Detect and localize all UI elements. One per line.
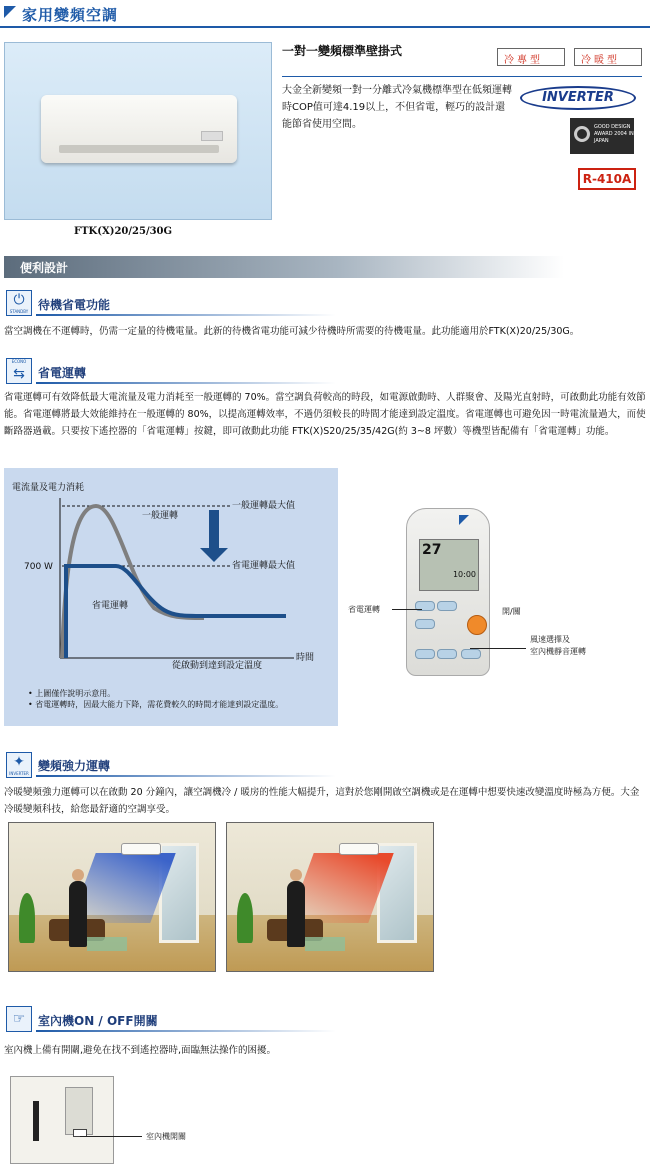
page-header (0, 0, 650, 28)
switch-icon: ☞ (6, 1006, 32, 1032)
section-header (4, 256, 564, 278)
remote-screen (419, 539, 479, 591)
remote-label-fan-2: 室內機靜音運轉 (530, 647, 586, 656)
chart-xlabel: 時間 (296, 653, 315, 663)
chart-x-annotation: 從啟動到達到設定溫度 (172, 661, 263, 671)
switch-leader (80, 1136, 142, 1137)
power-button[interactable] (467, 615, 487, 635)
inverter-logo: INVERTER (520, 86, 636, 110)
scene-ac-unit (121, 843, 161, 855)
feature-text-switch: 室內機上備有開關,避免在找不到遙控器時,面臨無法操作的困擾。 (4, 1045, 277, 1056)
feature-text-econo: 省電運轉可有效降低最大電流量及電力消耗至一般運轉的 70%。當空調負荷較高的時段，如電源啟動時、人群聚會、及陽光直射時，可啟動此功能有效節能。省電運轉將最大效能維持在一般運轉的 80%，以提高運轉效率，不過仍須較長的時間才能達到設定溫度。省電運轉也可避免因一時電流量過大，而使斷路器過載。只要按下遙控器的「省電運轉」按鍵，即可啟動此功能 FTK(X)S20/25/35/42G(約 3~8 坪數）等機型皆配備有「省電運轉」功能。 (4, 392, 646, 437)
daikin-logo-icon (459, 515, 469, 525)
feature-rule (36, 775, 336, 777)
chart-note-1: • 上圖僅作說明示意用。 (28, 689, 116, 698)
ac-panel (201, 131, 223, 141)
chart-series-econo (66, 566, 286, 658)
switch-label: 室內機開關 (146, 1132, 186, 1141)
product-image (4, 42, 272, 220)
good-design-logo (570, 118, 634, 154)
scene-plant (19, 893, 35, 943)
scene-ac-unit (339, 843, 379, 855)
remote-label-econo: 省電運轉 (348, 605, 380, 614)
feature-title-econo: 省電運轉 (38, 366, 87, 380)
feature-title-standby: 待機省電功能 (38, 298, 111, 312)
good-design-text: GOOD DESIGN AWARD 2004 IN JAPAN (594, 124, 634, 144)
chart-arrow-shaft (209, 510, 219, 550)
remote-control (406, 508, 490, 676)
econo-icon: ECONO ⇆ (6, 358, 32, 384)
feature-title-switch: 室內機ON / OFF開關 (38, 1014, 158, 1028)
scene-person (287, 881, 305, 947)
page-title: 家用變頻空調 (22, 6, 119, 24)
chart-down-arrow-icon (200, 548, 228, 562)
badge-cool-only: 冷專型 (497, 48, 565, 66)
swing-button[interactable] (437, 649, 457, 659)
chart-series-label-econo: 省電運轉 (92, 601, 129, 611)
scene-plant (237, 893, 253, 943)
remote-time: 10:00 (452, 570, 476, 579)
chart-annotation-normal-max: 一般運轉最大值 (232, 501, 296, 511)
air-conditioner-icon (41, 95, 237, 163)
indoor-unit-face (65, 1087, 93, 1135)
chart-note-2: • 省電運轉時，因最大能力下降，需花費較久的時間才能達到設定溫度。 (28, 700, 284, 709)
feature-rule (36, 382, 336, 384)
r410a-badge: R-410A (578, 168, 636, 190)
standby-icon: ⏻ STANDBY (6, 290, 32, 316)
chart-annotation-econo-max: 省電運轉最大值 (232, 561, 296, 571)
chart-series-label-normal: 一般運轉 (142, 511, 179, 521)
chart-ylabel: 電流量及電力消耗 (12, 483, 85, 493)
chart-y-tick: 700 W (24, 562, 53, 572)
remote-temp: 27 (422, 542, 442, 558)
product-description: 大金全新變頻一對一分離式冷氣機標準型在低頻運轉時COP值可達4.19以上，不但省電，輕巧的設計還能節省使用空間。 (282, 85, 512, 130)
chart-series-normal (62, 506, 204, 658)
ac-vent (59, 145, 219, 153)
product-divider (282, 76, 642, 77)
wall-shadow (33, 1101, 39, 1141)
feature-text-inverter: 冷暖變頻強力運轉可以在啟動 20 分鐘內，讓空調機冷 / 暖房的性能大幅提升，這對於您剛開啟空調機或是在運轉中想要快速改變溫度時極為方便。大金冷暖變頻科技，給您最舒適的空調享受。 (4, 787, 640, 815)
section-title: 便利設計 (20, 261, 69, 275)
cooling-scene-image (8, 822, 216, 972)
scene-table (87, 937, 127, 951)
scene-table (305, 937, 345, 951)
indoor-switch-image (10, 1076, 114, 1164)
inverter-icon: ✦ INVERTER (6, 752, 32, 778)
feature-title-inverter: 變頻強力運轉 (38, 759, 111, 773)
model-caption: FTK(X)20/25/30G (74, 226, 173, 237)
timer-button[interactable] (415, 649, 435, 659)
chart-notes (28, 688, 328, 710)
badge-heat-pump: 冷暖型 (574, 48, 642, 66)
feature-text-standby: 當空調機在不運轉時，仍需一定量的待機電量。此新的待機省電功能可減少待機時所需要的待機電量。此功能適用於FTK(X)20/25/30G。 (4, 326, 580, 337)
fan-button[interactable] (437, 601, 457, 611)
remote-leader-fan (470, 648, 526, 649)
remote-leader-econo (392, 609, 422, 610)
good-design-g-icon (574, 126, 590, 142)
header-triangle-icon (4, 6, 16, 18)
heating-scene-image (226, 822, 434, 972)
scene-person (69, 881, 87, 947)
feature-rule (36, 1030, 336, 1032)
mode-button[interactable] (415, 619, 435, 629)
feature-rule (36, 314, 336, 316)
quiet-button[interactable] (461, 649, 481, 659)
remote-label-fan-1: 風速選擇及 (530, 635, 570, 644)
remote-label-onoff: 開/關 (502, 607, 521, 616)
product-title: 一對一變頻標準壁掛式 (282, 44, 403, 58)
